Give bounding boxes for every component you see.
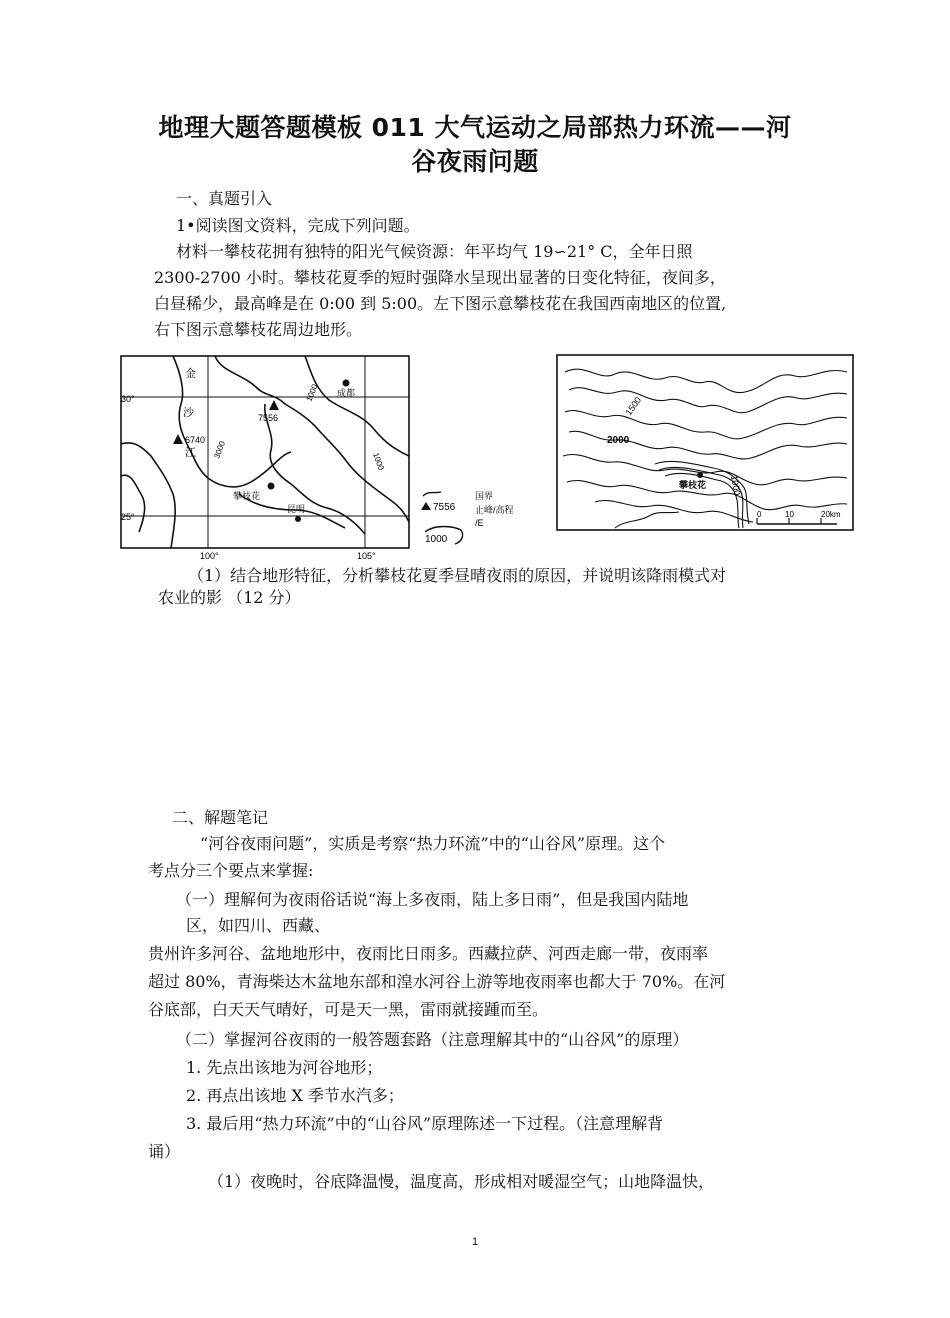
- legend-peak-sample: 7556: [433, 502, 456, 513]
- label-jin: 金: [185, 368, 196, 380]
- label-lon-100: 100°: [200, 551, 219, 561]
- scale-bar: [757, 510, 841, 524]
- label-contour-2000: 2000: [607, 435, 630, 446]
- label-peak-6740: 6740: [185, 435, 206, 445]
- label-chengdu: 成都: [337, 388, 356, 398]
- label-contour-1000a: 1000: [304, 382, 320, 403]
- step-3b: 诵）: [148, 1142, 181, 1161]
- label-lon-105: 105°: [357, 551, 376, 561]
- section2-heading: 二、解题笔记: [172, 808, 269, 827]
- label-panzhihua-left: 攀枝花: [233, 491, 261, 501]
- legend-contour-sample: 1000: [425, 534, 448, 545]
- location-map: [115, 344, 535, 562]
- scale-10: 10: [785, 510, 794, 519]
- doc-title-line1: 地理大题答题模板 011 大气运动之局部热力环流——河: [158, 113, 792, 142]
- notes-p2a: （一）理解何为夜雨俗话说“海上多夜雨，陆上多日雨”，但是我国内陆地: [176, 890, 689, 909]
- label-contour-1500: 1500: [623, 395, 644, 418]
- terrain-map: [555, 352, 857, 534]
- notes-p1b: 考点分三个要点来掌握:: [148, 861, 314, 880]
- scale-20km: 20km: [821, 510, 841, 519]
- label-contour-1000: 1000: [729, 474, 743, 497]
- scale-0: 0: [757, 510, 762, 519]
- legend-border: 国界: [475, 491, 494, 501]
- label-contour-1000b: 1000: [371, 451, 386, 472]
- section1-heading: 一、真题引入: [176, 189, 273, 208]
- notes-p2e: 谷底部，白天天气晴好，可是天一黑，雷雨就接踵而至。: [148, 1000, 549, 1019]
- material-line1: 材料一攀枝花拥有独特的阳光气候资源：年平均气 19∽21° C，全年日照: [176, 242, 693, 261]
- notes-p4: （1）夜晚时，谷底降温慢，温度高，形成相对暖湿空气；山地降温快，: [208, 1172, 715, 1191]
- notes-p2c: 贵州许多河谷、盆地地形中，夜雨比日雨多。西藏拉萨、河西走廊一带，夜雨率: [148, 944, 709, 963]
- legend-peak: 止峰/高程: [475, 505, 514, 515]
- legend-peak-unit: /E: [475, 518, 484, 528]
- step-3a: 3. 最后用“热力环流”中的“山谷风”原理陈述一下过程。（注意理解背: [186, 1114, 664, 1133]
- label-lat-30: 30°: [121, 394, 135, 404]
- page-number: 1: [471, 1236, 479, 1248]
- label-peak-7556: 7556: [258, 413, 279, 423]
- notes-p3: （二）掌握河谷夜雨的一般答题套路（注意理解其中的“山谷风”的原理）: [176, 1030, 689, 1049]
- notes-p1a: “河谷夜雨问题”，实质是考察“热力环流”中的“山谷风”原理。这个: [200, 834, 666, 853]
- material-line2: 2300-2700 小时。攀枝花夏季的短时强降水呈现出显著的日变化特征，夜间多，: [154, 268, 726, 287]
- notes-p2d: 超过 80%，青海柴达木盆地东部和湟水河谷上游等地夜雨率也都大于 70%。在河: [148, 972, 726, 991]
- label-sha: 沙: [183, 407, 194, 419]
- step-1: 1. 先点出该地为河谷地形；: [186, 1058, 383, 1077]
- label-panzhihua-right: 攀枝花: [679, 480, 707, 490]
- label-contour-3000: 3000: [212, 439, 227, 460]
- label-kunming: 昆明: [287, 504, 306, 514]
- question-intro: 1•阅读图文资料，完成下列问题。: [176, 216, 420, 235]
- notes-p2b: 区，如四川、西藏、: [186, 916, 331, 935]
- question1-line1: （1）结合地形特征，分析攀枝花夏季昼晴夜雨的原因，并说明该降雨模式对: [188, 566, 727, 585]
- doc-title-line2: 谷夜雨问题: [411, 147, 539, 176]
- material-line4: 右下图示意攀枝花周边地形。: [154, 320, 363, 339]
- map-legend: [421, 491, 514, 545]
- label-jiang: 江: [185, 447, 196, 459]
- label-lat-25: 25°: [121, 512, 135, 522]
- question1-line2: 农业的影 （12 分）: [158, 588, 301, 607]
- step-2: 2. 再点出该地 X 季节水汽多；: [186, 1086, 404, 1105]
- material-line3: 白昼稀少，最高峰是在 0:00 到 5:00。左下图示意攀枝花在我国西南地区的位置,: [154, 294, 727, 313]
